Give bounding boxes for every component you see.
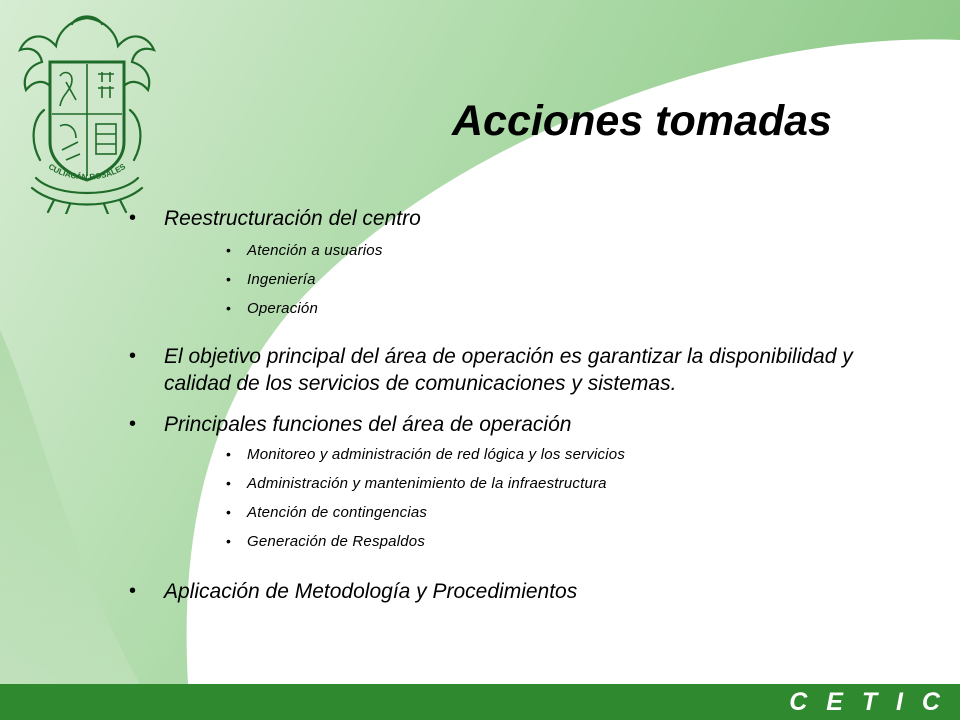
- slide-title: Acciones tomadas: [452, 97, 832, 145]
- coat-of-arms-logo: [14, 10, 160, 214]
- bullet-restructuring: • Reestructuración del centro: [126, 205, 916, 232]
- footer-label: C E T I C: [789, 688, 946, 716]
- sub-bullet-backups: • Generación de Respaldos: [226, 527, 916, 556]
- sub-bullet-operation: • Operación: [226, 294, 916, 323]
- crest-inscription: CULIACÁN ROSALES: [46, 162, 128, 182]
- bullet-main-functions: • Principales funciones del área de operación: [126, 411, 916, 438]
- sub-bullet-user-support: • Atención a usuarios: [226, 236, 916, 265]
- slide-content: [126, 200, 916, 605]
- sub-bullet-contingencies: • Atención de contingencias: [226, 498, 916, 527]
- bullet-methodology: • Aplicación de Metodología y Procedimientos: [126, 578, 916, 605]
- sub-bullet-infrastructure: • Administración y mantenimiento de la infraestructura: [226, 469, 916, 498]
- bullet-objective: • El objetivo principal del área de operación es garantizar la disponibilidad y calidad de los servicios de comunicaciones y sistemas.: [126, 343, 916, 397]
- sub-bullet-monitoring: • Monitoreo y administración de red lógica y los servicios: [226, 440, 916, 469]
- sub-bullet-engineering: • Ingeniería: [226, 265, 916, 294]
